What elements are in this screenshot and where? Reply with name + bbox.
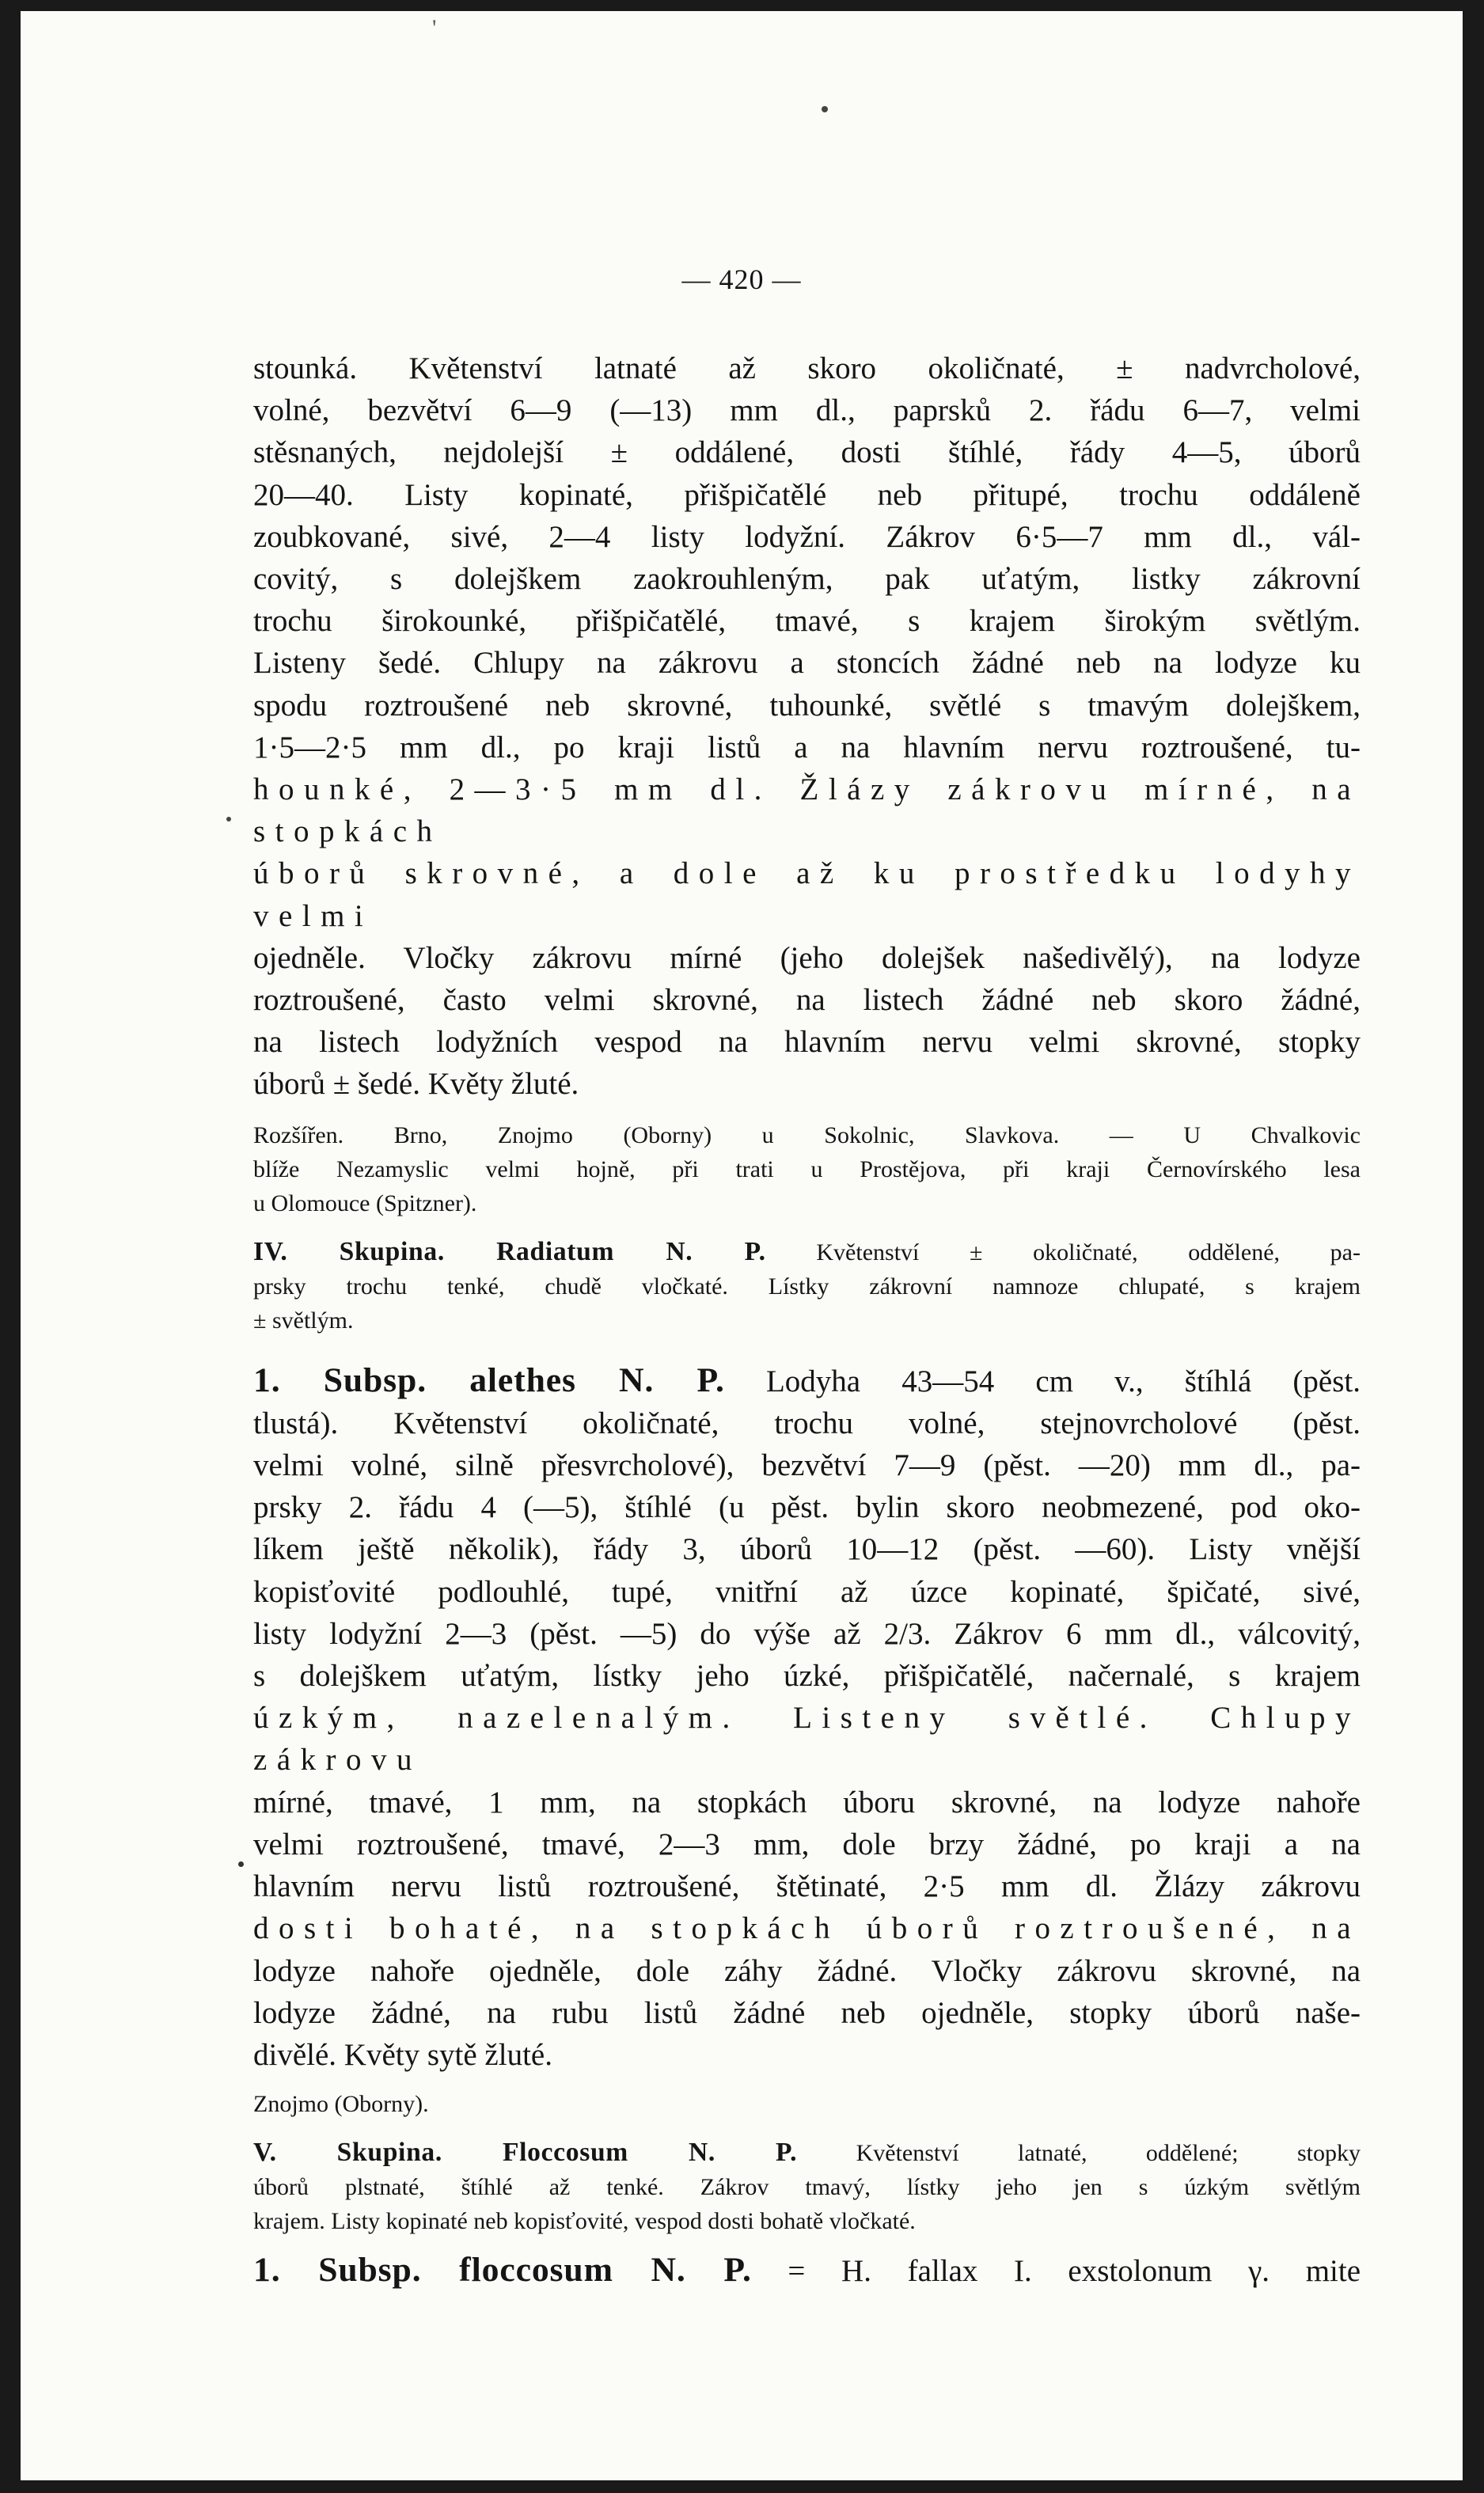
page-number: — 420 — <box>681 264 802 295</box>
subsp-alethes-line: lodyze nahoře ojedněle, dole záhy žádné. Vločky zákrovu skrovné, na <box>253 1953 1361 1988</box>
subsp-alethes-line: velmi roztroušené, tmavé, 2—3 mm, dole brzy žádné, po kraji a na <box>253 1827 1361 1861</box>
ink-dot <box>226 817 231 822</box>
body-line: stěsnaných, nejdolejší ± oddálené, dosti štíhlé, řády 4—5, úborů <box>253 435 1361 470</box>
group-iv-description <box>253 1235 1361 1269</box>
subsp-alethes-line: hlavním nervu listů roztroušené, štětinaté, 2·5 mm dl. Žlázy zákrovu <box>253 1869 1361 1904</box>
subsp-alethes-line: listy lodyžní 2—3 (pěst. —5) do výše až 2/3. Zákrov 6 mm dl., válcovitý, <box>253 1616 1361 1651</box>
distribution-note: u Olomouce (Spitzner). <box>253 1190 477 1216</box>
distribution-note: Rozšířen. Brno, Znojmo (Oborny) u Sokolnic, Slavkova. — U Chvalkovic <box>253 1121 1361 1148</box>
body-line: trochu širokounké, přišpičatělé, tmavé, s krajem širokým světlým. <box>253 604 1361 639</box>
body-line: 1·5—2·5 mm dl., po kraji listů a na hlavním nervu roztroušené, tu- <box>253 730 1361 765</box>
subsp-alethes-line: tlustá). Květenství okoličnaté, trochu volné, stejnovrcholové (pěst. <box>253 1406 1361 1440</box>
subsp-alethes-line: velmi volné, silně přesvrcholové), bezvětví 7—9 (pěst. —20) mm dl., pa- <box>253 1448 1361 1483</box>
body-line: covitý, s dolejškem zaokrouhleným, pak uťatým, listky zákrovní <box>253 562 1361 597</box>
subsp-alethes-line: kopisťovité podlouhlé, tupé, vnitřní až úzce kopinaté, špičaté, sivé, <box>253 1574 1361 1609</box>
group-v-description: úborů plstnaté, štíhlé až tenké. Zákrov tmavý, lístky jeho jen s úzkým světlým <box>253 2174 1361 2201</box>
body-line: hounké, 2—3·5 mm dl. Žlázy zákrovu mírné, na stopkách <box>253 772 1361 849</box>
body-line: Listeny šedé. Chlupy na zákrovu a stoncích žádné neb na lodyze ku <box>253 646 1361 681</box>
subsp-floccosum-line <box>253 2249 1361 2292</box>
top-mark: ' <box>432 15 437 41</box>
subsp-alethes-heading: 1. Subsp. alethes N. P. <box>253 1360 725 1399</box>
group-iv-heading: IV. Skupina. Radiatum N. P. <box>253 1236 766 1266</box>
ink-dot <box>822 106 828 112</box>
group-v-description <box>253 2135 1361 2170</box>
body-line: stounká. Květenství latnaté až skoro okoličnaté, ± nadvrcholové, <box>253 351 1361 385</box>
group-v-text: Květenství latnaté, oddělené; stopky <box>856 2140 1361 2167</box>
body-line: na listech lodyžních vespod na hlavním nervu velmi skrovné, stopky <box>253 1025 1361 1060</box>
subsp-alethes-line: lodyze žádné, na rubu listů žádné neb ojedněle, stopky úborů naše- <box>253 1995 1361 2030</box>
subsp-alethes-line <box>253 1360 1361 1402</box>
subsp-alethes-line: úzkým, nazelenalým. Listeny světlé. Chlupy zákrovu <box>253 1701 1361 1778</box>
body-line: úborů skrovné, a dole až ku prostředku lodyhy velmi <box>253 856 1361 933</box>
subsp-floccosum-text: = H. fallax I. exstolonum γ. mite <box>788 2254 1361 2289</box>
subsp-floccosum-heading: 1. Subsp. floccosum N. P. <box>253 2251 752 2290</box>
body-line: 20—40. Listy kopinaté, přišpičatělé neb přitupé, trochu oddáleně <box>253 477 1361 512</box>
body-line: zoubkované, sivé, 2—4 listy lodyžní. Zákrov 6·5—7 mm dl., vál- <box>253 519 1361 554</box>
body-line: ojedněle. Vločky zákrovu mírné (jeho dolejšek našedivělý), na lodyze <box>253 940 1361 975</box>
group-v-description: krajem. Listy kopinaté neb kopisťovité, vespod dosti bohatě vločkaté. <box>253 2208 916 2235</box>
body-line: spodu roztroušené neb skrovné, tuhounké, světlé s tmavým dolejškem, <box>253 688 1361 723</box>
body-line: volné, bezvětví 6—9 (—13) mm dl., paprsků 2. řádu 6—7, velmi <box>253 393 1361 428</box>
subsp-alethes-line: s dolejškem uťatým, lístky jeho úzké, přišpičatělé, načernalé, s krajem <box>253 1659 1361 1694</box>
body-line: úborů ± šedé. Květy žluté. <box>253 1067 579 1102</box>
subsp-alethes-line: dosti bohaté, na stopkách úborů roztroušené, na <box>253 1911 1361 1946</box>
subsp-alethes-line: líkem ještě několik), řády 3, úborů 10—12 (pěst. —60). Listy vnější <box>253 1532 1361 1567</box>
body-line: roztroušené, často velmi skrovné, na listech žádné neb skoro žádné, <box>253 983 1361 1018</box>
group-v-heading: V. Skupina. Floccosum N. P. <box>253 2138 798 2168</box>
page <box>21 11 1463 2480</box>
distribution-note: blíže Nezamyslic velmi hojně, při trati u Prostějova, při kraji Černovírského lesa <box>253 1155 1361 1182</box>
group-iv-description: prsky trochu tenké, chudě vločkaté. Lístky zákrovní namnoze chlupaté, s krajem <box>253 1273 1361 1300</box>
text-column <box>253 347 1361 2292</box>
group-iv-description: ± světlým. <box>253 1307 354 1334</box>
subsp-alethes-line: divělé. Květy sytě žluté. <box>253 2037 552 2072</box>
group-iv-text: Květenství ± okoličnaté, oddělené, pa- <box>816 1239 1361 1265</box>
subsp-alethes-line: mírné, tmavé, 1 mm, na stopkách úboru skrovné, na lodyze nahoře <box>253 1785 1361 1819</box>
subsp-alethes-locality: Znojmo (Oborny). <box>253 2091 429 2118</box>
subsp-alethes-text: Lodyha 43—54 cm v., štíhlá (pěst. <box>765 1364 1361 1398</box>
subsp-alethes-line: prsky 2. řádu 4 (—5), štíhlé (u pěst. bylin skoro neobmezené, pod oko- <box>253 1490 1361 1525</box>
ink-dot <box>238 1861 244 1867</box>
